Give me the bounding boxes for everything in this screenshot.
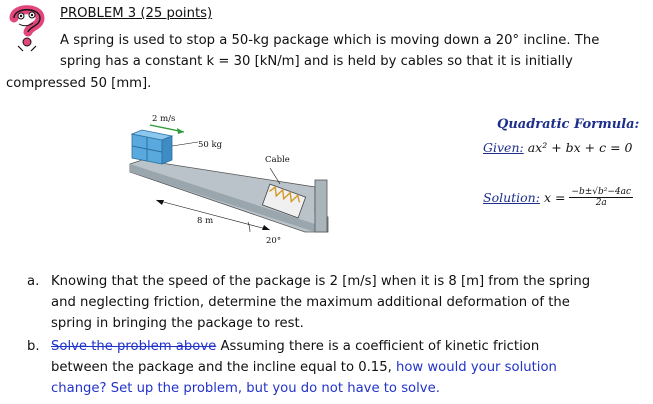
fraction-numerator: −b±√b²−4ac [571,187,632,197]
angle-label: 20° [266,236,282,246]
question-b-line-3: change? Set up the problem, but you do not have to solve. [51,381,440,396]
question-a-line-3: spring in bringing the package to rest. [51,316,304,331]
intro-line-1: A spring is used to stop a 50-kg package which is moving down a 20° incline. The [60,33,600,48]
problem-title: PROBLEM 3 (25 points) [60,6,213,21]
distance-label: 8 m [197,216,214,226]
question-b-line-1 [51,337,539,356]
solution-lhs: x = [543,190,566,205]
question-b-marker: b. [27,339,40,354]
question-a-line-1: Knowing that the speed of the package is 2 [m/s] when it is 8 [m] from the spring [51,274,591,289]
fraction-denominator: 2a [595,198,607,208]
given-label: Given: [483,140,524,155]
intro-line-2: spring has a constant k = 30 [kN/m] and is held by cables so that it is initially [60,54,573,69]
question-mascot-icon [6,2,48,52]
question-b-line-2-text: between the package and the incline equal to 0.15, [51,360,396,375]
formula-given [483,140,632,155]
given-equation: ax² + bx + c = 0 [527,140,633,155]
solution-label: Solution: [483,190,540,205]
angle-arc [248,222,250,232]
question-b-line-2-blue: how would your solution [395,360,557,375]
package-box [132,130,172,164]
incline-diagram [120,112,335,252]
cable-label: Cable [265,155,290,165]
question-a-marker: a. [27,274,40,289]
end-wall [315,180,327,232]
speed-label: 2 m/s [152,114,176,124]
question-a-line-2: and neglecting friction, determine the maximum additional deformation of the [51,295,570,310]
formula-heading: Quadratic Formula: [497,117,640,132]
solution-fraction [569,187,633,208]
question-b-line-1-rest: Assuming there is a coefficient of kinetic friction [216,339,540,354]
struck-text: Solve the problem above [51,339,217,354]
formula-solution [483,187,633,208]
mass-label: 50 kg [198,140,223,150]
question-b-line-2 [51,358,557,377]
intro-line-3: compressed 50 [mm]. [6,76,152,91]
